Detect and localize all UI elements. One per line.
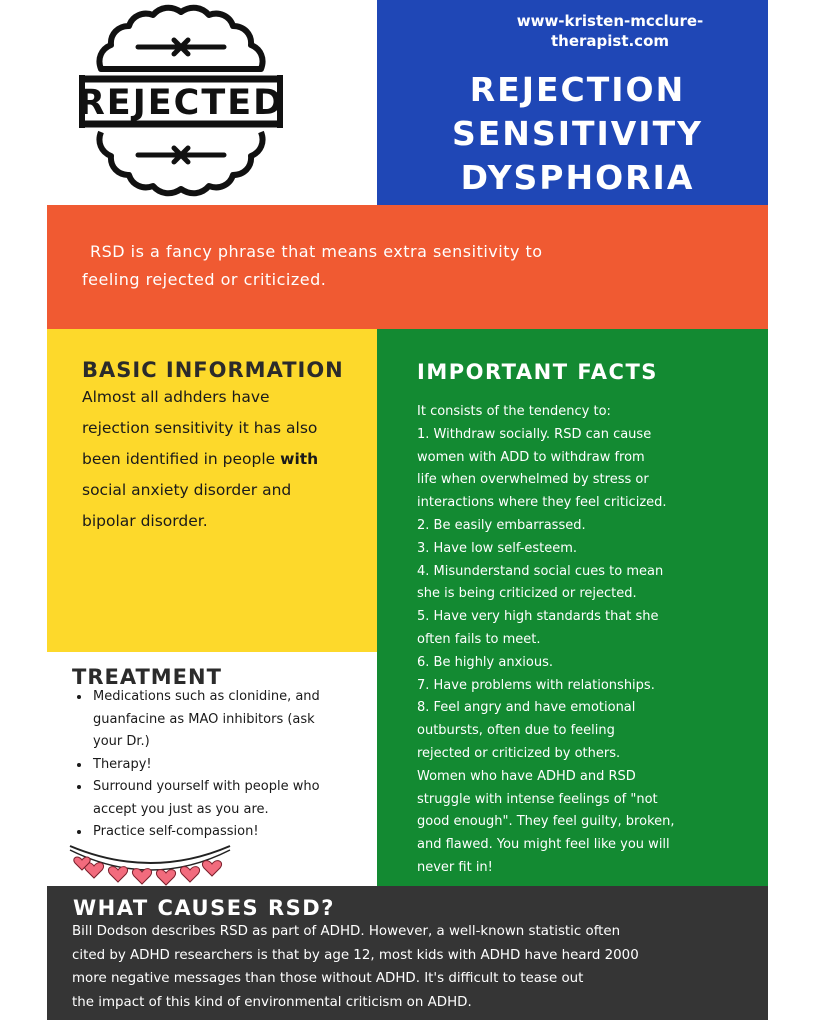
facts-line: 7. Have problems with relationships. <box>417 677 655 693</box>
facts-line: women with ADD to withdraw from <box>417 449 645 465</box>
heart-garland-icon <box>66 840 236 890</box>
facts-line: rejected or criticized by others. <box>417 745 621 761</box>
treatment-item: • Therapy! <box>91 754 348 777</box>
facts-line: 8. Feel angry and have emotional <box>417 700 636 716</box>
intro-line: RSD is a fancy phrase that means extra sensitivity to <box>90 242 543 261</box>
facts-line: interactions where they feel criticized. <box>417 495 667 511</box>
facts-line: 3. Have low self-esteem. <box>417 540 578 556</box>
basic-line: bipolar disorder. <box>82 512 208 530</box>
intro-line: feeling rejected or criticized. <box>82 270 327 289</box>
facts-line: 6. Be highly anxious. <box>417 654 553 670</box>
basic-line: social anxiety disorder and <box>82 481 292 499</box>
rejected-stamp-icon <box>78 2 284 198</box>
title-line: DYSPHORIA <box>460 158 695 197</box>
causes-heading: WHAT CAUSES RSD? <box>73 896 335 920</box>
causes-body <box>72 920 762 1014</box>
causes-line: cited by ADHD researchers is that by age 12, most kids with ADHD have heard 2000 <box>72 947 639 963</box>
page-title <box>390 68 765 200</box>
facts-line: struggle with intense feelings of "not <box>417 791 658 807</box>
stamp-text: REJECTED <box>78 83 284 123</box>
treatment-item: • Medications such as clonidine, and guanfacine as MAO inhibitors (ask your Dr.) <box>91 686 348 754</box>
facts-line: 1. Withdraw socially. RSD can cause <box>417 426 652 442</box>
facts-line: Women who have ADHD and RSD <box>417 768 636 784</box>
basic-line: rejection sensitivity it has also <box>82 419 318 437</box>
basic-line-text: been identified in people <box>82 450 281 468</box>
title-line: REJECTION <box>469 70 686 109</box>
facts-line: never fit in! <box>417 859 493 875</box>
treatment-item: • Surround yourself with people who accept you just as you are. <box>91 776 348 821</box>
facts-line: 2. Be easily embarrassed. <box>417 517 586 533</box>
basic-bold-word: with <box>280 450 319 468</box>
basic-line <box>82 444 367 475</box>
website-url-line: therapist.com <box>550 32 670 50</box>
basic-info-heading: BASIC INFORMATION <box>82 358 344 382</box>
website-url-line: www-kristen-mcclure- <box>516 12 704 30</box>
basic-info-body <box>82 382 367 537</box>
facts-line: good enough". They feel guilty, broken, <box>417 814 675 830</box>
facts-heading: IMPORTANT FACTS <box>417 360 658 384</box>
intro-text <box>82 238 742 294</box>
treatment-item: • Practice self-compassion! <box>91 821 348 844</box>
facts-line: life when overwhelmed by stress or <box>417 472 649 488</box>
treatment-list <box>73 686 348 844</box>
facts-line: 4. Misunderstand social cues to mean <box>417 563 664 579</box>
facts-line: and flawed. You might feel like you will <box>417 837 670 853</box>
facts-line: It consists of the tendency to: <box>417 404 611 419</box>
treatment-heading: TREATMENT <box>72 665 222 689</box>
facts-line: 5. Have very high standards that she <box>417 609 659 625</box>
facts-body <box>417 401 762 880</box>
facts-line: outbursts, often due to feeling <box>417 723 615 739</box>
causes-line: more negative messages than those without ADHD. It's difficult to tease out <box>72 971 584 986</box>
title-line: SENSITIVITY <box>452 114 703 153</box>
basic-line: Almost all adhders have <box>82 388 270 406</box>
facts-line: often fails to meet. <box>417 631 541 647</box>
causes-line: Bill Dodson describes RSD as part of ADHD. However, a well-known statistic often <box>72 924 621 939</box>
causes-line: the impact of this kind of environmental criticism on ADHD. <box>72 994 472 1010</box>
website-url <box>500 11 720 51</box>
facts-line: she is being criticized or rejected. <box>417 586 637 602</box>
